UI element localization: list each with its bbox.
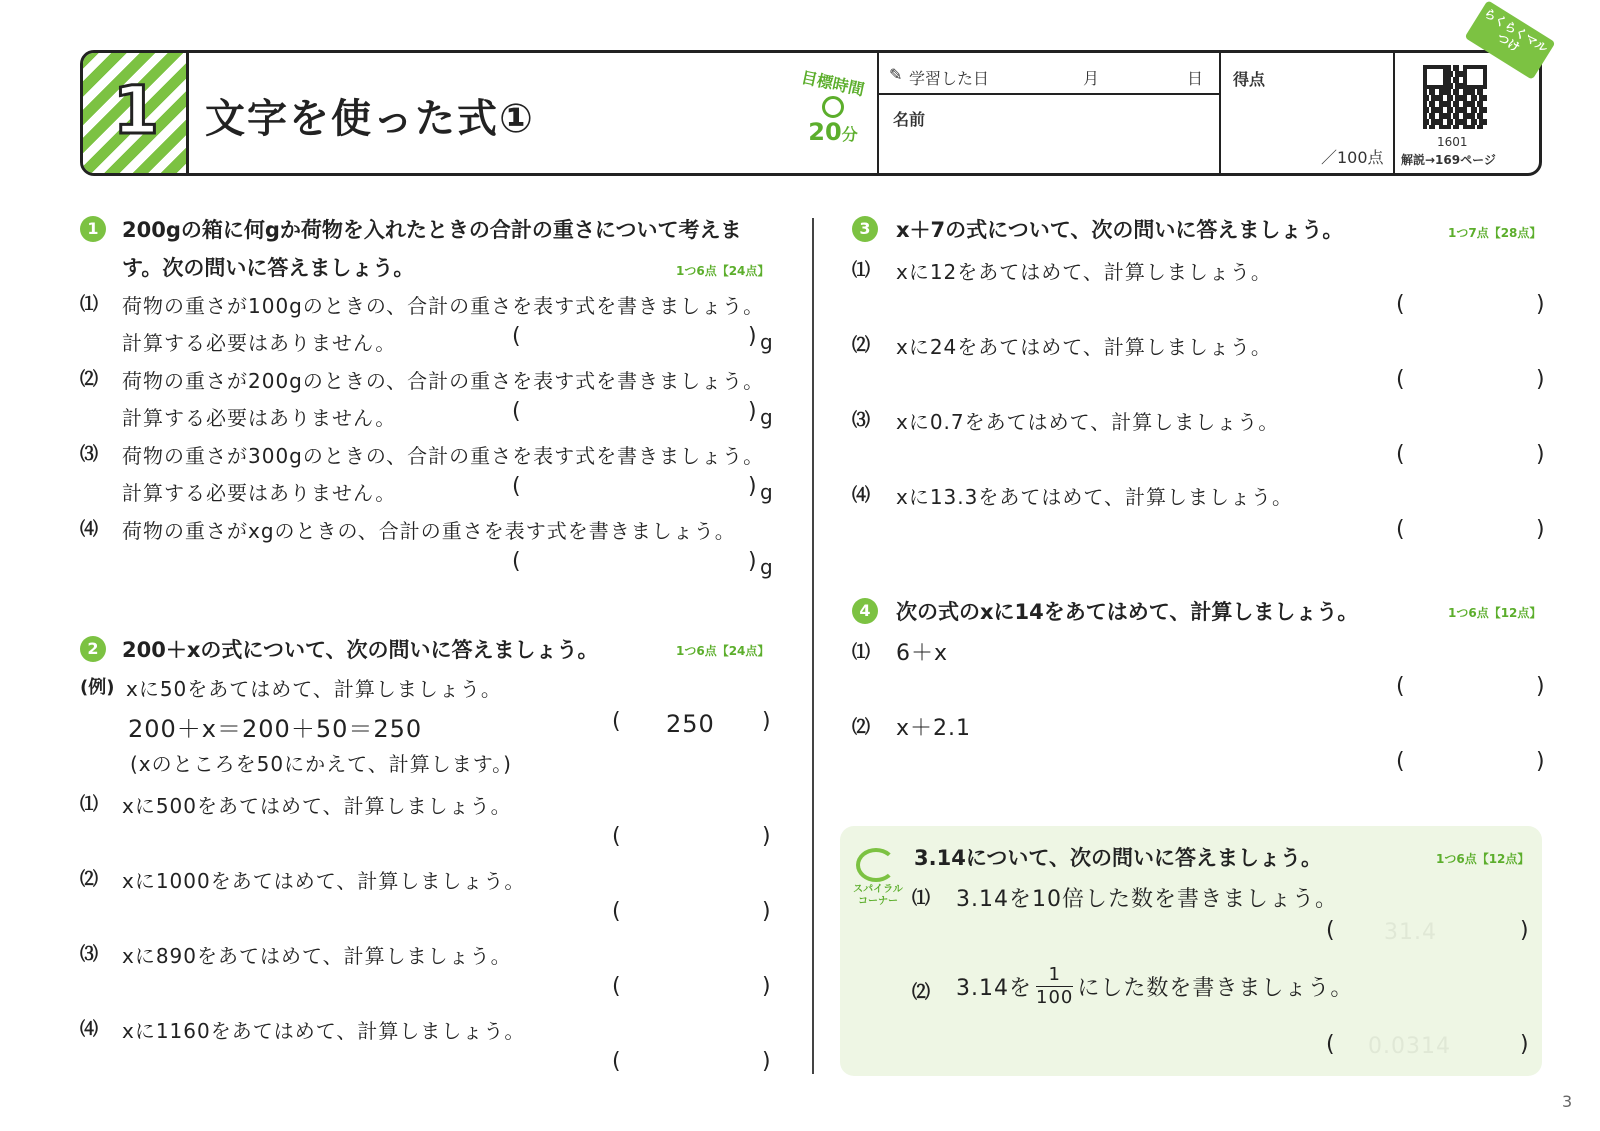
spiral-item2-answer: 0.0314 [1368, 1034, 1451, 1059]
unit-label: g [760, 405, 774, 429]
spiral-item2-suffix: にした数を書きましょう。 [1077, 976, 1354, 1001]
q2-item4-label: ⑷ [80, 1019, 98, 1040]
answer-open-paren: ( [612, 1049, 621, 1074]
answer-field[interactable] [530, 401, 740, 429]
q1-item2-label: ⑵ [80, 369, 98, 390]
target-time-value: 20 [808, 118, 842, 146]
target-time [783, 61, 883, 146]
answer-open-paren: ( [1396, 292, 1405, 317]
answer-open-paren: ( [512, 324, 521, 349]
q2-number: 2 [80, 636, 106, 662]
spiral-item1-label: ⑴ [912, 888, 930, 909]
q2-item2-label: ⑵ [80, 869, 98, 890]
spiral-item2-text [956, 964, 1353, 1009]
answer-open-paren: ( [1326, 1032, 1335, 1057]
q1-number: 1 [80, 216, 106, 242]
answer-field[interactable] [630, 976, 754, 1004]
q4-item1-label: ⑴ [852, 642, 870, 663]
q3-heading: x＋7の式について、次の問いに答えましょう。 [896, 218, 1344, 242]
fraction-numerator: 1 [1036, 964, 1073, 987]
q1-item1-text: 荷物の重さが100gのときの、合計の重さを表す式を書きましょう。 [122, 294, 765, 318]
q2-heading: 200＋xの式について、次の問いに答えましょう。 [122, 638, 599, 662]
spiral-icon [856, 848, 896, 882]
q2-example-note: (xのところを50にかえて、計算します。) [130, 752, 512, 776]
page-number: 3 [1562, 1092, 1573, 1111]
q2-example-text: xに50をあてはめて、計算しましょう。 [126, 677, 502, 701]
fraction [1036, 964, 1073, 1009]
marutsuke-badge: らくらくマルつけ [1464, 0, 1555, 80]
answer-field[interactable] [1414, 676, 1528, 704]
q2-points: 1つ6点【24点】 [676, 644, 770, 658]
spiral-heading: 3.14について、次の問いに答えましょう。 [914, 846, 1322, 870]
answer-field[interactable] [1414, 444, 1528, 472]
answer-close-paren: ) [762, 824, 771, 849]
answer-field[interactable] [630, 1051, 754, 1079]
column-divider [812, 218, 814, 1074]
q3-item2-text: xに24をあてはめて、計算しましょう。 [896, 335, 1272, 359]
q3-item2-label: ⑵ [852, 335, 870, 356]
answer-open-paren: ( [612, 824, 621, 849]
answer-close-paren: ) [762, 709, 771, 734]
q2-item3-label: ⑶ [80, 944, 98, 965]
answer-open-paren: ( [1396, 367, 1405, 392]
answer-close-paren: ) [1536, 367, 1545, 392]
spiral-corner-label: スパイラルコーナー [853, 884, 903, 907]
q3-item4-text: xに13.3をあてはめて、計算しましょう。 [896, 485, 1293, 509]
answer-open-paren: ( [612, 899, 621, 924]
q3-item4-label: ⑷ [852, 485, 870, 506]
answer-close-paren: ) [762, 1049, 771, 1074]
q4-heading: 次の式のxに14をあてはめて、計算しましょう。 [896, 600, 1359, 624]
answer-field[interactable] [630, 826, 754, 854]
q1-heading-line2: す。次の問いに答えましょう。 [122, 256, 415, 280]
answer-reference: 解説→169ページ [1401, 153, 1496, 167]
divider [1393, 53, 1395, 173]
unit-number: 1 [113, 72, 159, 149]
q2-item2-text: xに1000をあてはめて、計算しましょう。 [122, 869, 526, 893]
answer-open-paren: ( [1396, 517, 1405, 542]
spiral-item2-label: ⑵ [912, 982, 930, 1003]
unit-label: g [760, 555, 774, 579]
q1-points: 1つ6点【24点】 [676, 264, 770, 278]
answer-open-paren: ( [1396, 674, 1405, 699]
answer-field[interactable] [1414, 294, 1528, 322]
answer-close-paren: ) [748, 399, 757, 424]
worksheet-header [80, 50, 1542, 176]
answer-field[interactable] [630, 901, 754, 929]
qr-code-number: 1601 [1437, 135, 1468, 149]
score-label: 得点 [1233, 70, 1266, 89]
pencil-icon: ✎ [889, 65, 903, 84]
spiral-item1-text: 3.14を10倍した数を書きましょう。 [956, 887, 1338, 912]
answer-field[interactable] [530, 476, 740, 504]
answer-open-paren: ( [1396, 442, 1405, 467]
q2-item1-label: ⑴ [80, 794, 98, 815]
day-label: 日 [1187, 69, 1204, 88]
q2-example-answer: 250 [666, 710, 715, 738]
answer-field[interactable] [530, 551, 740, 579]
answer-close-paren: ) [1536, 517, 1545, 542]
q2-item3-text: xに890をあてはめて、計算しましょう。 [122, 944, 512, 968]
q1-item3-label: ⑶ [80, 444, 98, 465]
q2-example-label: (例) [80, 677, 115, 698]
qr-code[interactable] [1423, 65, 1487, 129]
divider [877, 53, 879, 173]
q4-item1-text: 6＋x [896, 641, 949, 666]
q2-item1-text: xに500をあてはめて、計算しましょう。 [122, 794, 512, 818]
name-label: 名前 [893, 110, 926, 129]
q1-item4-label: ⑷ [80, 519, 98, 540]
answer-field[interactable] [530, 326, 740, 354]
q3-item1-label: ⑴ [852, 260, 870, 281]
spiral-item2-prefix: 3.14を [956, 976, 1032, 1001]
answer-open-paren: ( [512, 549, 521, 574]
q3-points: 1つ7点【28点】 [1448, 226, 1542, 240]
stopwatch-icon [822, 96, 844, 118]
q1-item2-note: 計算する必要はありません。 [122, 406, 397, 430]
answer-close-paren: ) [1536, 674, 1545, 699]
answer-close-paren: ) [762, 974, 771, 999]
divider [1219, 53, 1221, 173]
score-max: ／100点 [1321, 148, 1384, 167]
month-label: 月 [1083, 69, 1100, 88]
answer-open-paren: ( [512, 474, 521, 499]
q1-item1-note: 計算する必要はありません。 [122, 331, 397, 355]
answer-open-paren: ( [1326, 918, 1335, 943]
q1-heading-line1: 200gの箱に何gか荷物を入れたときの合計の重さについて考えま [122, 218, 742, 242]
answer-close-paren: ) [1536, 749, 1545, 774]
q1-item2-text: 荷物の重さが200gのときの、合計の重さを表す式を書きましょう。 [122, 369, 765, 393]
q3-item3-text: xに0.7をあてはめて、計算しましょう。 [896, 410, 1280, 434]
answer-open-paren: ( [1396, 749, 1405, 774]
answer-close-paren: ) [748, 474, 757, 499]
spiral-item1-answer: 31.4 [1384, 920, 1437, 945]
answer-close-paren: ) [748, 549, 757, 574]
answer-close-paren: ) [762, 899, 771, 924]
page-title: 文字を使った式① [205, 96, 535, 142]
q4-number: 4 [852, 598, 878, 624]
answer-open-paren: ( [612, 709, 621, 734]
target-time-unit: 分 [841, 125, 858, 144]
unit-label: g [760, 330, 774, 354]
q3-number: 3 [852, 216, 878, 242]
target-time-label: 目標時間 [799, 67, 867, 100]
q4-item2-label: ⑵ [852, 717, 870, 738]
q1-item3-text: 荷物の重さが300gのときの、合計の重さを表す式を書きましょう。 [122, 444, 765, 468]
q4-points: 1つ6点【12点】 [1448, 606, 1542, 620]
answer-close-paren: ) [748, 324, 757, 349]
q2-item4-text: xに1160をあてはめて、計算しましょう。 [122, 1019, 526, 1043]
q4-item2-text: x＋2.1 [896, 716, 972, 741]
answer-close-paren: ) [1536, 292, 1545, 317]
answer-field[interactable] [1414, 369, 1528, 397]
q3-item3-label: ⑶ [852, 410, 870, 431]
q1-item1-label: ⑴ [80, 294, 98, 315]
answer-open-paren: ( [612, 974, 621, 999]
q1-item4-text: 荷物の重さがxgのときの、合計の重さを表す式を書きましょう。 [122, 519, 736, 543]
unit-label: g [760, 480, 774, 504]
q1-item3-note: 計算する必要はありません。 [122, 481, 397, 505]
divider [879, 93, 1219, 95]
q3-item1-text: xに12をあてはめて、計算しましょう。 [896, 260, 1272, 284]
answer-close-paren: ) [1520, 918, 1529, 943]
study-date-label: 学習した日 [909, 69, 990, 88]
spiral-points: 1つ6点【12点】 [1436, 852, 1530, 866]
q2-example-calc: 200＋x＝200＋50＝250 [128, 715, 423, 743]
answer-field[interactable] [1414, 519, 1528, 547]
answer-close-paren: ) [1536, 442, 1545, 467]
answer-open-paren: ( [512, 399, 521, 424]
answer-close-paren: ) [1520, 1032, 1529, 1057]
answer-field[interactable] [1414, 751, 1528, 779]
fraction-denominator: 100 [1036, 987, 1074, 1008]
